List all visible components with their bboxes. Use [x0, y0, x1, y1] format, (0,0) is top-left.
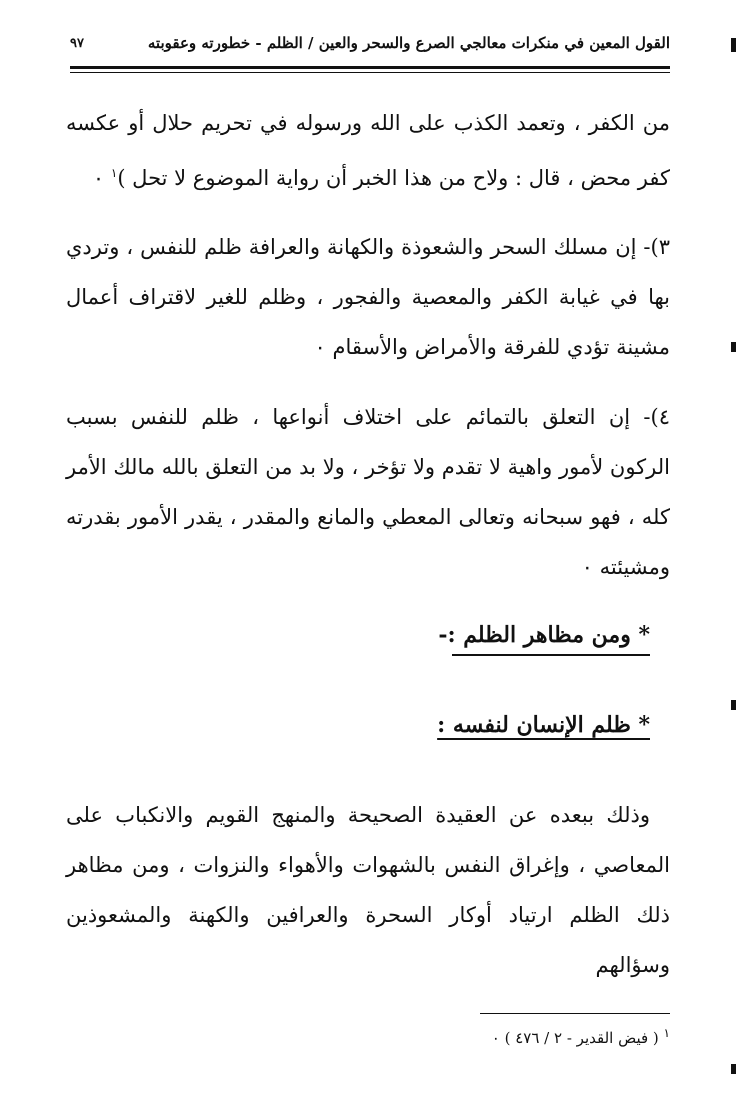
- footnote-text: ( فيض القدير - ٢ / ٤٧٦ ) ٠: [491, 1029, 664, 1047]
- paragraph-1-text: من الكفر ، وتعمد الكذب على الله ورسوله في تحريم حلال أو عكسه كفر محض ، قال : ولاح من هذا الخبر أن رواية الموضوع لا تحل ): [66, 111, 670, 190]
- page-header: [70, 30, 670, 74]
- header-rule-thin: [70, 72, 670, 73]
- scan-edge-mark: [731, 1064, 736, 1074]
- paragraph-3: [66, 392, 670, 592]
- paragraph-1-end: ٠: [92, 166, 111, 190]
- running-title: القول المعين في منكرات معالجي الصرع والسحر والعين / الظلم - خطورته وعقوبته: [147, 34, 670, 52]
- footnote-ref: ١: [110, 166, 118, 180]
- subsection-heading: * ظلم الإنسان لنفسه :: [437, 712, 650, 738]
- paragraph-2-text: ٣)- إن مسلك السحر والشعوذة والكهانة والعرافة ظلم للنفس ، وتردي بها في غيابة الكفر والمعصية والفجور ، وظلم للغير لاقتراف أعمال مشينة تؤدي للفرقة والأمراض والأسقام ٠: [66, 235, 670, 359]
- section-heading: * ومن مظاهر الظلم :-: [452, 622, 650, 656]
- footnote-number: ١: [663, 1026, 670, 1040]
- footnote-rule: [480, 1013, 670, 1014]
- paragraph-4: [66, 790, 670, 990]
- scan-edge-mark: [731, 38, 736, 52]
- page-number: ٩٧: [70, 36, 84, 51]
- scan-edge-mark: [731, 342, 736, 352]
- footnote: [492, 1026, 670, 1047]
- paragraph-4-text: وذلك ببعده عن العقيدة الصحيحة والمنهج القويم والانكباب على المعاصي ، وإغراق النفس بالشهوات والأهواء والنزوات ، ومن مظاهر ذلك الظلم ارتياد أوكار السحرة والعرافين والكهنة والمشعوذين وسؤالهم: [66, 803, 670, 977]
- paragraph-1: [66, 98, 670, 203]
- scan-edge-mark: [731, 700, 736, 710]
- paragraph-3-text: ٤)- إن التعلق بالتمائم على اختلاف أنواعها ، ظلم للنفس بسبب الركون لأمور واهية لا تقدم ولا تؤخر ، ولا بد من التعلق بالله مالك الأمر كله ، فهو سبحانه وتعالى المعطي والمانع والمقدر ، يقدر الأمور بقدرته ومشيئته ٠: [66, 405, 670, 579]
- paragraph-2: [66, 222, 670, 372]
- header-rule: [70, 66, 670, 69]
